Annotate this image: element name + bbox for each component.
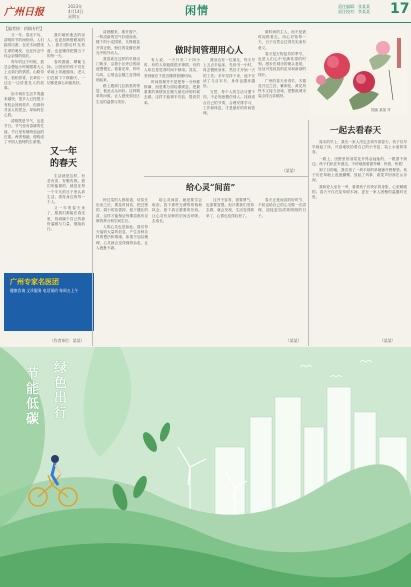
paragraph: 一路上，田野里的油菜花开得金灿灿的，一眼望不到边。孩子们趴在车窗边，不停地指着窗外喊：快看，快看！ bbox=[312, 156, 407, 166]
ad-subtitle: 健康咨询 义诊服务 电话预约 每周五上午 bbox=[10, 288, 79, 293]
left-article-signature: （作者单位：某某） bbox=[50, 338, 85, 343]
paragraph: 如今城市生活节奏越来越快，很多人已经很少有机会回到故乡，但那份对亲人的思念，却始终在心底。 bbox=[4, 92, 44, 118]
col2-article-body bbox=[96, 30, 140, 170]
editor-name: 责任编辑：张某某 bbox=[338, 4, 370, 9]
paragraph: 到了目的地，我们找了一块平坦的草地铺开野餐垫。孩子们在草地上追逐蝴蝶，放起了风筝，欢笑声回荡在山谷间。 bbox=[312, 168, 407, 183]
page-number: 17 bbox=[390, 1, 410, 17]
paragraph: 我们缅怀逝去的亲人，也更加珍惜眼前的人；我们感叹时光易逝，也更懂得把握当下的每一天。 bbox=[47, 33, 85, 58]
issue-day: 4月14日 bbox=[68, 9, 84, 14]
paragraph: 春天是万物复苏的季节，也是人们心中充满希望的时刻。漫步在城市的街头巷尾，处处可见绽放的花朵和新绿的枝叶。 bbox=[258, 51, 306, 77]
advertisement[interactable] bbox=[4, 273, 94, 331]
main-article-body-col3 bbox=[258, 30, 306, 173]
paragraph: 春天正是间苗的好时节，不妨也给自己的心灵做一次清理，迎接更加清爽明朗的日子。 bbox=[258, 198, 306, 218]
left-article-body-col2 bbox=[47, 33, 85, 143]
slogan-green-travel: 绿色出行 bbox=[54, 361, 68, 421]
column-divider bbox=[308, 120, 309, 346]
right-article-signature: （某某） bbox=[380, 338, 396, 343]
main-article-title: 做时间管理用心人 bbox=[175, 46, 244, 56]
column-divider bbox=[92, 28, 93, 346]
section-title: 闲情 bbox=[185, 4, 209, 17]
paragraph: 种过菜的人都知道，幼苗长出来之后，要及时间苗，把过密的、弱小的苗拔掉，留下健壮的苗，这样才能保证每棵苗都有足够的养分和空间生长。 bbox=[96, 198, 148, 223]
right-article-title: 一起去看春天 bbox=[330, 126, 382, 136]
paragraph: 有人说，一天只有二十四小时，有的人却能做很多事情，有的人却总是觉得时间不够用。其实，差别就在于是否懂得管理时间。 bbox=[144, 58, 200, 78]
paragraph: 周末的早上，我们一家人决定去郊外看春天。孩子们早早就起了床，兴奋地收拾着自己的小书包，装上水壶和零食。 bbox=[312, 140, 407, 155]
paragraph: 我身边有一位朋友，每天早上五点半起床，先读书一小时，再去锻炼身体，然后才开始一天的工作。多年坚持下来，他不仅读了几百本书，身体也越来越好。 bbox=[203, 58, 255, 89]
left-article-body-col3 bbox=[47, 174, 85, 272]
paragraph: 当然，每个人的生活习惯不同，不必刻意模仿别人。找到适合自己的节奏，合理安排学习、工作和休息，才是最好的时间管理。 bbox=[203, 90, 255, 116]
paragraph: 给心灵间苗，就是要学会取舍。放下那些无谓的烦恼和执念，留下真正重要的东西，让心灵有足够的空间去呼吸、去成长。 bbox=[152, 198, 202, 223]
paragraph: 做时间的主人，而不是被时间推着走。用心对待每一天，日子自然会过得充实而有意义。 bbox=[258, 30, 306, 50]
paragraph: 春风拂面，柳絮飞扬。公园里的孩子们在草地上奔跑嬉戏，老人们在树下下棋聊天，一切都是那么和谐美好。 bbox=[47, 60, 85, 85]
second-article-signature: （某某） bbox=[286, 338, 302, 343]
editor-note: 【编者按：约稿专栏】 bbox=[4, 26, 44, 31]
paragraph: 时间管理并不是把每一分钟都排满，而是要分清轻重缓急，把最重要的事情放在精力最充沛的时候去做。这样才能事半功倍，提高效率。 bbox=[144, 79, 200, 105]
paragraph: 生活就是这样，有悲有喜，有聚有散。我们所能做的，就是在每一个平凡的日子里认真生活，善待身边的每一个人。 bbox=[47, 174, 85, 205]
main-article-signature: （某某） bbox=[282, 168, 298, 173]
second-article-body-col4 bbox=[258, 198, 306, 338]
left-article-title: 又一年的春天 bbox=[50, 147, 78, 169]
editor-credits bbox=[338, 4, 370, 14]
paragraph: 这并不容易，需要勇气，也需要智慧。但只要我们坚持去做，就会发现，生活变得简单了，心情也变得轻松了。 bbox=[206, 198, 254, 218]
painting-caption: 国画 某某 作 bbox=[371, 108, 391, 112]
issue-weekday: 星期五 bbox=[68, 14, 80, 19]
ad-title: 广州专家名医团 bbox=[10, 278, 59, 286]
right-article-body bbox=[312, 140, 407, 338]
newspaper-logo: 广州日报 bbox=[4, 7, 44, 18]
paragraph: 广州的春天来得早，木棉花开过之后，紫荆花、黄花风铃木又接力登场，把整座城市装点得五彩缤纷。 bbox=[258, 78, 306, 99]
slogan-energy-saving: 节能低碳 bbox=[26, 367, 40, 427]
left-article-body-col1 bbox=[4, 33, 44, 273]
issue-date bbox=[68, 4, 84, 19]
paragraph: 清明既是节气，也是节日。节气里有春耕的忙碌，节日里有慎终追远的庄重。两者相融，便构成了中国人独特的生命观。 bbox=[4, 119, 44, 145]
second-article-body-col2 bbox=[152, 198, 202, 344]
second-article-body-col3 bbox=[206, 198, 254, 344]
second-article-body-col1 bbox=[96, 198, 148, 344]
paragraph: 每年的这个时候，我总会想起小时候跟着大人上山祭扫的情景。山路弯弯，松柏青青，长辈们一边走一边讲着先人的故事。 bbox=[4, 60, 44, 91]
main-article-body-col2 bbox=[203, 58, 255, 173]
peony-painting-icon bbox=[309, 30, 407, 116]
paragraph: 我和爱人坐在一旁，看着孩子们快乐的身影，心里暖暖的。春天不仅在花草树木间，更在一家人团聚的温馨时光里。 bbox=[312, 184, 407, 200]
paragraph: 又一年，春光不负，清明时节的雨纷纷。人们踏青出游，在花木间感受生命的萌发，也在怀念中体会亲情的绵长。 bbox=[4, 33, 44, 58]
proofreader-name: 责任校对：李某某 bbox=[338, 9, 370, 14]
page-header bbox=[0, 0, 411, 23]
paragraph: 清晨醒来，推开窗户，一阵清新的空气扑面而来。楼下的小花园里，几株桃花开得正艳，粉红的花瓣在晨光中格外动人。 bbox=[96, 30, 140, 55]
paragraph: 人的心灵也是如此。我们每天接收大量的信息，产生各种各样的想法和情绪，如果不加以梳理，心灵就会变得拥挤杂乱，让人疲惫不堪。 bbox=[96, 225, 148, 250]
second-article-title: 给心灵“间苗” bbox=[186, 182, 236, 192]
paragraph: 又一年的春天来了，愿我们都能在春光里，找到属于自己的那份温暖与力量，继续前行。 bbox=[47, 206, 85, 232]
chinese-painting bbox=[309, 30, 407, 116]
section-divider bbox=[144, 176, 308, 177]
green-travel-illustration bbox=[0, 347, 411, 587]
issue-year: 2023年 bbox=[68, 4, 83, 9]
main-article-body-col1 bbox=[144, 58, 200, 173]
paragraph: 路上遇到几位熟悉的邻居，彼此点头问好。这种简单的问候，让人感受到社区生活的温情与美好。 bbox=[96, 84, 140, 104]
paragraph: 我喜欢在这样的早晨出门散步，沿着小区旁边的绿道慢慢走，看看花草，听听鸟鸣，心情也会随之变得明朗起来。 bbox=[96, 57, 140, 82]
